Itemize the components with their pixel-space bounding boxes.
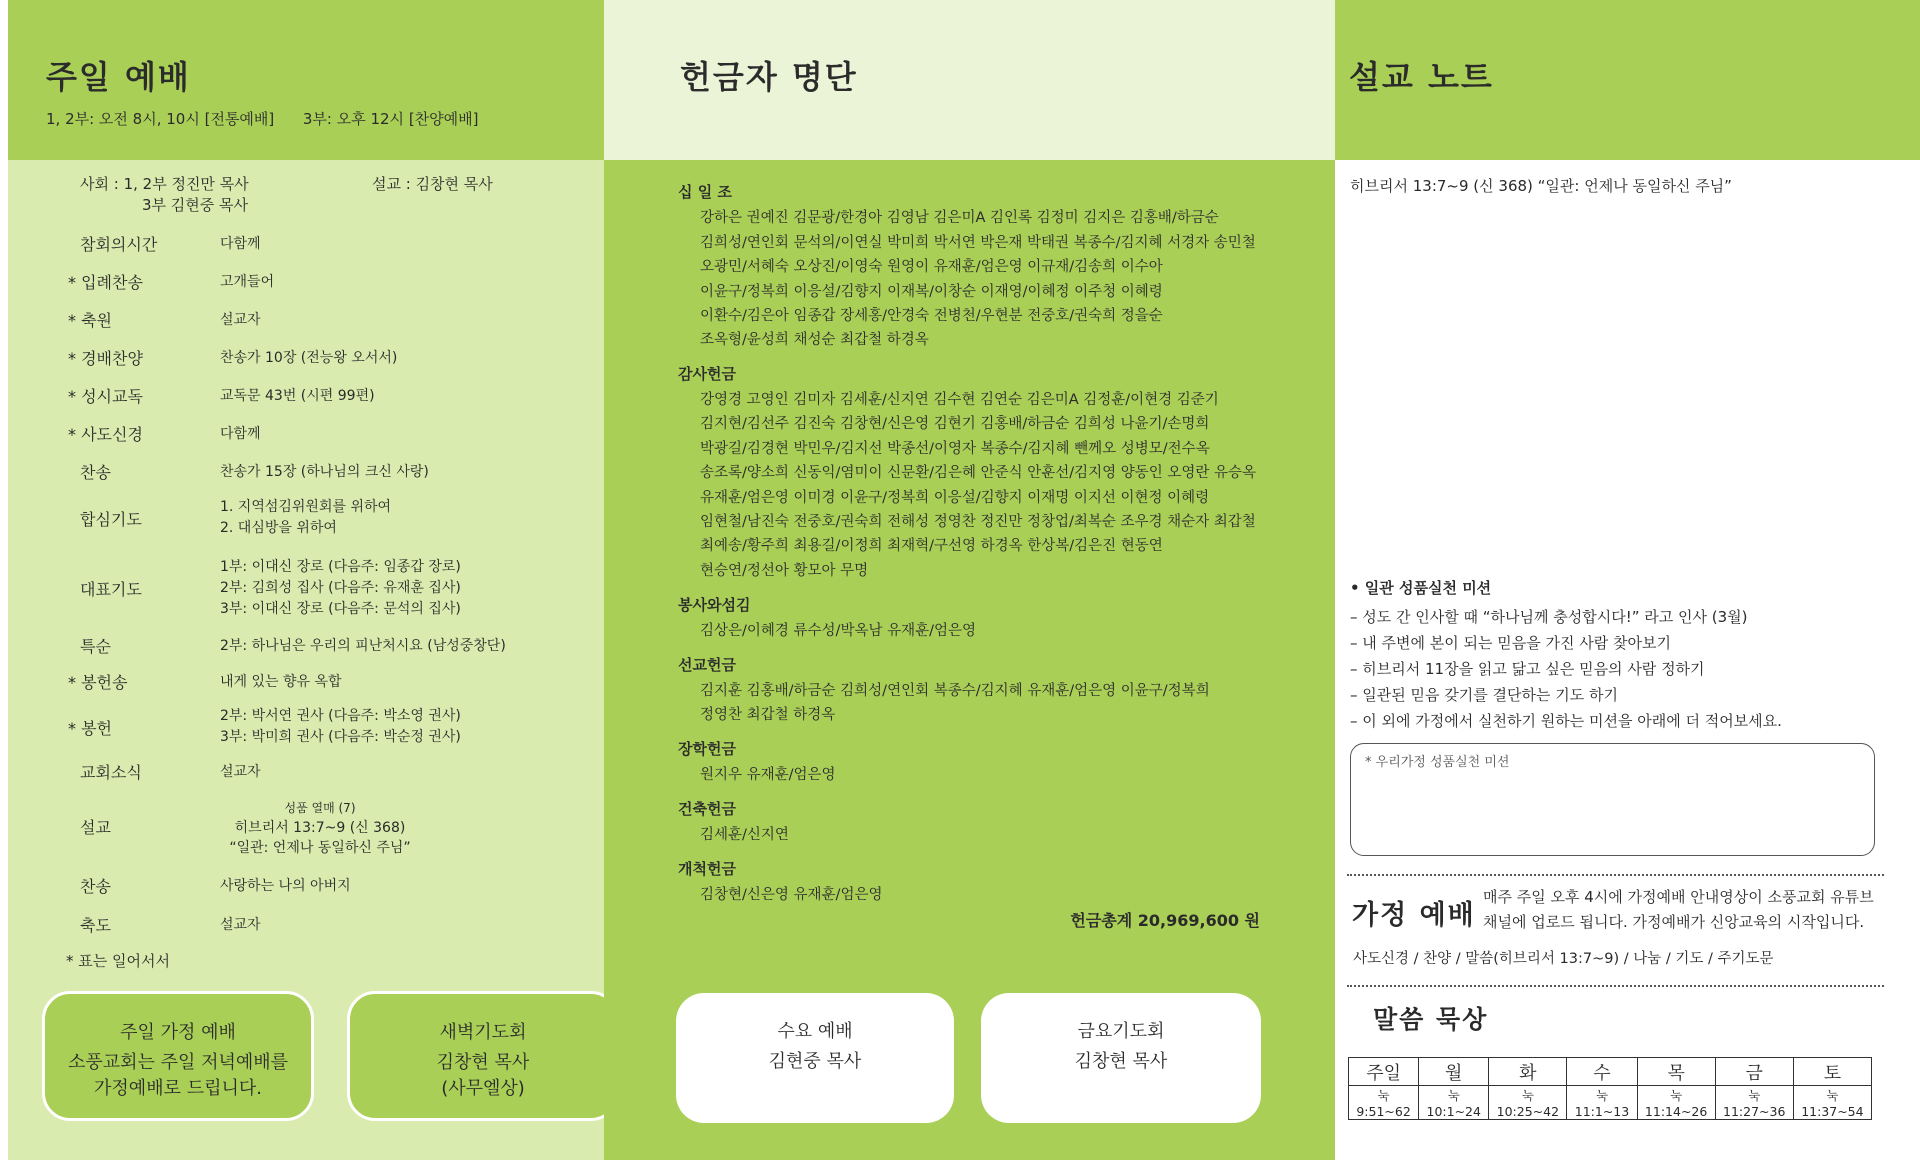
preacher: 설교 : 김창현 목사	[372, 175, 493, 193]
mission-title: • 일관 성품실천 미션	[1350, 579, 1492, 597]
wednesday-worship-title: 수요 예배	[777, 1021, 853, 1042]
offering-line: 송조록/양소희 신동익/염미이 신문환/김은혜 안준식 안훈선/김지영 양동인 오영란 유승옥	[700, 465, 1257, 481]
offering-category: 선교헌금	[678, 656, 736, 674]
day-cell: 주일	[1349, 1058, 1419, 1086]
worship-title: 주일 예배	[46, 58, 191, 96]
order-value: 교독문 43번 (시편 99편)	[220, 388, 375, 404]
family-worship-title: 주일 가정 예배	[120, 1022, 236, 1043]
offering-category: 봉사와섬김	[678, 596, 751, 614]
offering-line: 임현철/남진숙 전중호/권숙희 전해성 정영찬 정진만 정창업/최복순 조우경 채순자 최갑철	[700, 514, 1256, 530]
ref-cell: 눅 11:27~36	[1715, 1086, 1793, 1120]
day-cell: 금	[1715, 1058, 1793, 1086]
order-value: 설교자	[220, 764, 261, 780]
order-label: 교회소식	[80, 763, 142, 782]
dawn-prayer-title: 새벽기도회	[439, 1022, 527, 1043]
offering-line: 강영경 고영인 김미자 김세훈/신지연 김수현 김연순 김은미A 김정훈/이현경 김준기	[700, 392, 1219, 408]
offering-line: 김희성/연인회 문석의/이연실 박미희 박서연 박은재 박태권 복종수/김지혜 서경자 송민철	[700, 235, 1256, 251]
offering-line: 최예송/황주희 최용길/이정희 최재혁/구선영 하경옥 한상복/김은진 현동연	[700, 538, 1163, 554]
offering-line: 김세훈/신지연	[700, 827, 789, 843]
order-value: 다함께	[220, 426, 261, 442]
wednesday-worship-box: 수요 예배 김현중 목사	[676, 993, 954, 1123]
day-cell: 수	[1567, 1058, 1637, 1086]
order-value: 다함께	[220, 236, 261, 252]
sermon-note-title: 설교 노트	[1349, 58, 1494, 96]
order-value: 찬송가 15장 (하나님의 크신 사랑)	[220, 464, 429, 480]
offering-line: 강하은 권예진 김문광/한경아 김영남 김은미A 김인록 김정미 김지은 김홍배/하금순	[700, 210, 1219, 226]
friday-prayer-box: 금요기도회 김창현 목사	[981, 993, 1261, 1123]
family-worship-box: 주일 가정 예배 소풍교회는 주일 저녁예배를 가정예배로 드립니다.	[42, 991, 314, 1121]
standing-footnote: * 표는 일어서서	[66, 952, 170, 970]
sermon-note-panel	[1335, 0, 1920, 1160]
worship-header	[8, 0, 604, 160]
offering-total: 헌금총계 20,969,600 원	[1070, 911, 1260, 930]
sermon-note-header	[1335, 0, 1920, 160]
order-label: 참회의시간	[80, 235, 158, 254]
family-worship-order: 사도신경 / 찬양 / 말씀(히브리서 13:7~9) / 나눔 / 기도 / 주기도문	[1353, 951, 1774, 967]
mission-list	[1350, 577, 1782, 734]
order-value: 2부: 박서연 권사 (다음주: 박소영 권사) 3부: 박미희 권사 (다음주: 박순정 권사)	[220, 708, 461, 745]
offering-line: 현승연/정선아 황모아 무명	[700, 563, 869, 579]
order-label: 축도	[80, 916, 111, 935]
order-label: 설교	[80, 818, 111, 837]
ref-cell: 눅 11:1~13	[1567, 1086, 1637, 1120]
offering-title: 헌금자 명단	[680, 58, 858, 96]
ref-cell: 눅 9:51~62	[1349, 1086, 1419, 1120]
order-label: * 입례찬송	[68, 273, 143, 292]
order-value: 2부: 하나님은 우리의 피난처시요 (남성중창단)	[220, 638, 506, 654]
order-label: 특순	[80, 637, 111, 656]
order-value: 사랑하는 나의 아버지	[220, 878, 351, 894]
mission-item: – 일관된 믿음 갖기를 결단하는 기도 하기	[1350, 686, 1618, 704]
offering-category: 십 일 조	[678, 183, 732, 201]
offering-header	[604, 0, 1335, 160]
leader-line1: 사회 : 1, 2부 정진만 목사	[80, 175, 249, 193]
offering-category: 장학헌금	[678, 740, 736, 758]
offering-line: 김지현/김선주 김진숙 김창현/신은영 김현기 김홍배/하금순 김희성 나윤기/손명희	[700, 416, 1210, 432]
order-value: 설교자	[220, 312, 261, 328]
offering-line: 오광민/서혜숙 오상진/이영숙 원영이 유재훈/엄은영 이규재/김송희 이수아	[700, 259, 1163, 275]
offering-line: 김상은/이혜경 류수성/박옥남 유재훈/엄은영	[700, 623, 976, 639]
dawn-prayer-box: 새벽기도회 김창현 목사 (사무엘상)	[347, 991, 619, 1121]
family-worship-desc: 매주 주일 오후 4시에 가정예배 안내영상이 소풍교회 유튜브 채널에 업로드 됩니다. 가정예배가 신앙교육의 시작입니다.	[1483, 888, 1874, 931]
offering-category: 개척헌금	[678, 860, 736, 878]
order-value: 1부: 이대신 장로 (다음주: 임종갑 장로) 2부: 김희성 집사 (다음주: 유재훈 집사) 3부: 이대신 장로 (다음주: 문석의 집사)	[220, 559, 461, 617]
order-value: 내게 있는 향유 옥합	[220, 674, 342, 690]
mission-item: – 히브리서 11장을 읽고 닮고 싶은 믿음의 사람 정하기	[1350, 660, 1705, 678]
offering-line: 유재훈/엄은영 이미경 이윤구/정복희 이응설/김향지 이재명 이지선 이현정 이혜령	[700, 490, 1210, 506]
order-label: 찬송	[80, 877, 111, 896]
ref-cell: 눅 11:14~26	[1637, 1086, 1715, 1120]
divider	[1347, 874, 1884, 876]
order-label: 합심기도	[80, 510, 142, 529]
order-label: * 봉헌송	[68, 673, 128, 692]
day-cell: 토	[1793, 1058, 1871, 1086]
meditation-title: 말씀 묵상	[1373, 1005, 1489, 1034]
order-label: 찬송	[80, 463, 111, 482]
worship-panel	[8, 0, 604, 1160]
order-value: 고개들어	[220, 274, 275, 290]
offering-line: 정영찬 최갑철 하경옥	[700, 707, 836, 723]
offering-category: 건축헌금	[678, 800, 736, 818]
order-label: * 축원	[68, 311, 112, 330]
ref-cell: 눅 10:25~42	[1489, 1086, 1567, 1120]
offering-category: 감사헌금	[678, 365, 736, 383]
order-label: 대표기도	[80, 580, 142, 599]
order-value: 찬송가 10장 (전능왕 오서서)	[220, 350, 398, 366]
friday-prayer-title: 금요기도회	[1077, 1021, 1165, 1042]
day-cell: 월	[1419, 1058, 1489, 1086]
day-cell: 목	[1637, 1058, 1715, 1086]
day-cell: 화	[1489, 1058, 1567, 1086]
offering-line: 이환수/김은아 임종갑 장세홍/안경숙 전병천/우현분 전중호/권숙희 정을순	[700, 308, 1163, 324]
sermon-passage: 히브리서 13:7~9 (신 368) “일관: 언제나 동일하신 주님”	[1350, 177, 1732, 195]
offering-line: 이윤구/정복희 이응설/김향지 이재복/이창순 이재영/이혜정 이주청 이혜령	[700, 284, 1163, 300]
offering-line: 김창현/신은영 유재훈/엄은영	[700, 887, 883, 903]
family-mission-label: * 우리가정 성품실천 미션	[1365, 755, 1510, 770]
offering-line: 원지우 유재훈/엄은영	[700, 767, 836, 783]
order-label: * 성시교독	[68, 387, 143, 406]
order-label: * 사도신경	[68, 425, 143, 444]
offering-line: 김지훈 김홍배/하금순 김희성/연인회 복종수/김지혜 유재훈/엄은영 이윤구/정복희	[700, 683, 1210, 699]
offering-line: 박광길/김경현 박민우/김지선 박종선/이영자 복종수/김지혜 뺀께오 성병모/전수옥	[700, 441, 1210, 457]
offering-line: 조옥형/윤성희 채성순 최갑철 하경옥	[700, 332, 929, 348]
family-mission-box[interactable]	[1350, 743, 1875, 856]
leader-line2: 3부 김현중 목사	[142, 196, 249, 214]
mission-item: – 성도 간 인사할 때 “하나님께 충성합시다!” 라고 인사 (3월)	[1350, 608, 1748, 626]
order-value: 설교자	[220, 917, 261, 933]
mission-item: – 이 외에 가정에서 실천하기 원하는 미션을 아래에 더 적어보세요.	[1350, 712, 1782, 730]
mission-item: – 내 주변에 본이 되는 믿음을 가진 사람 찾아보기	[1350, 634, 1671, 652]
ref-cell: 눅 11:37~54	[1793, 1086, 1871, 1120]
order-label: * 봉헌	[68, 719, 112, 738]
order-value: 1. 지역섬김위원회를 위하여 2. 대심방을 위하여	[220, 499, 392, 536]
family-worship-heading: 가정 예배	[1352, 900, 1476, 931]
divider	[1347, 985, 1884, 987]
worship-times: 1, 2부: 오전 8시, 10시 [전통예배] 3부: 오후 12시 [찬양예배]	[46, 110, 479, 128]
meditation-schedule	[1348, 1057, 1872, 1120]
order-label: * 경배찬양	[68, 349, 143, 368]
ref-cell: 눅 10:1~24	[1419, 1086, 1489, 1120]
order-value: 성품 열매 (7) 히브리서 13:7~9 (신 368) “일관: 언제나 동일하신 주님”	[229, 801, 411, 856]
offering-panel	[604, 0, 1335, 1160]
